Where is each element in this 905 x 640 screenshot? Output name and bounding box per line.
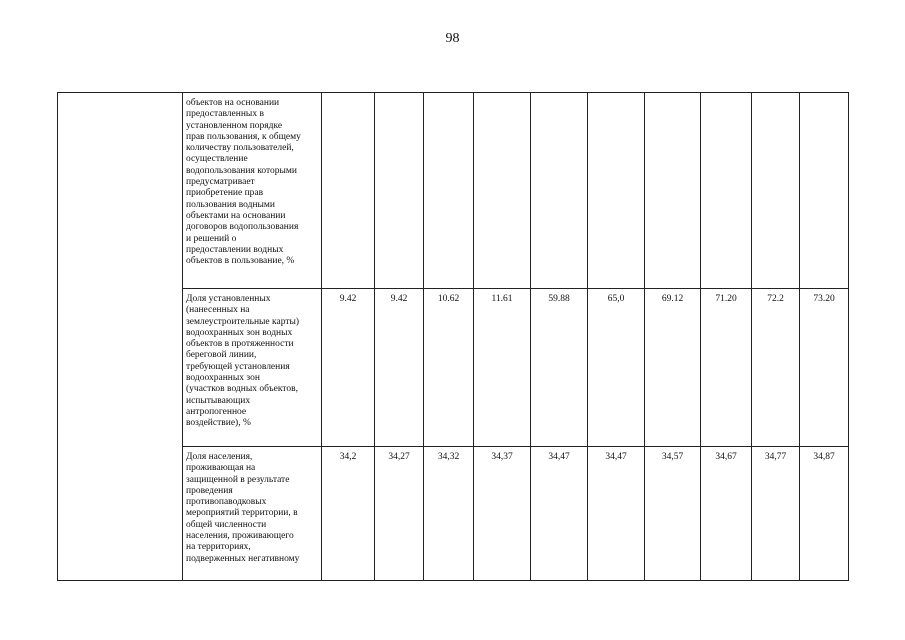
description-line: предусматривает bbox=[186, 177, 255, 188]
description-line: воздействие), % bbox=[186, 418, 251, 429]
value-cell: 34,37 bbox=[474, 447, 531, 581]
description-line: пользования водными bbox=[186, 199, 276, 210]
description-line: осуществление bbox=[186, 154, 248, 165]
description-line: установленном порядке bbox=[186, 120, 283, 131]
value-cell bbox=[322, 93, 375, 289]
description-line: проведения bbox=[186, 485, 233, 496]
description-line: испытывающих bbox=[186, 395, 251, 406]
merged-index-cell bbox=[58, 93, 183, 581]
value-cell: 34,87 bbox=[800, 447, 849, 581]
value-cell: 34,47 bbox=[588, 447, 645, 581]
description-line: требующей установления bbox=[186, 361, 290, 372]
description-line: (участков водных объектов, bbox=[186, 384, 298, 395]
indicator-description-cell bbox=[183, 289, 322, 447]
value-cell: 10.62 bbox=[424, 289, 474, 447]
description-line: объектами на основании bbox=[186, 210, 286, 221]
value-cell: 73.20 bbox=[800, 289, 849, 447]
description-line: Доля установленных bbox=[186, 294, 271, 304]
value-cell: 34,32 bbox=[424, 447, 474, 581]
description-line: и решений о bbox=[186, 233, 237, 244]
page-number: 98 bbox=[445, 31, 460, 46]
table-row bbox=[58, 93, 849, 289]
indicator-description-cell bbox=[183, 93, 322, 289]
description-line: населения, проживающего bbox=[186, 531, 294, 542]
description-line: проживающая на bbox=[186, 463, 256, 474]
value-cell: 34,57 bbox=[645, 447, 701, 581]
value-cell: 34,77 bbox=[752, 447, 800, 581]
value-cell: 9.42 bbox=[375, 289, 424, 447]
description-line: предоставлении водных bbox=[186, 244, 284, 255]
description-line: мероприятий территории, в bbox=[186, 508, 298, 519]
value-cell: 72.2 bbox=[752, 289, 800, 447]
description-line: прав пользования, к общему bbox=[186, 131, 301, 142]
value-cell: 11.61 bbox=[474, 289, 531, 447]
description-line: договоров водопользования bbox=[186, 222, 299, 233]
description-line: подверженных негативному bbox=[186, 553, 300, 564]
value-cell bbox=[588, 93, 645, 289]
value-cell bbox=[424, 93, 474, 289]
description-line: антропогенное bbox=[186, 406, 247, 417]
value-cell: 69.12 bbox=[645, 289, 701, 447]
indicator-description-cell bbox=[183, 447, 322, 581]
value-cell bbox=[645, 93, 701, 289]
value-cell bbox=[375, 93, 424, 289]
description-line: водопользования которыми bbox=[186, 165, 297, 176]
description-line: Доля населения, bbox=[186, 452, 253, 462]
description-line: предоставленных в bbox=[186, 109, 264, 120]
description-line: приобретение прав bbox=[186, 188, 264, 199]
description-line: противопаводковых bbox=[186, 497, 267, 508]
value-cell bbox=[701, 93, 752, 289]
description-line: объектов в пользование, % bbox=[186, 256, 295, 267]
value-cell bbox=[474, 93, 531, 289]
value-cell: 34,47 bbox=[531, 447, 588, 581]
description-line: защищенной в результате bbox=[186, 474, 290, 485]
description-line: землеустроительные карты) bbox=[186, 316, 300, 327]
value-cell: 34,67 bbox=[701, 447, 752, 581]
description-line: объектов на основании bbox=[186, 98, 280, 108]
value-cell: 9.42 bbox=[322, 289, 375, 447]
description-line: (нанесенных на bbox=[186, 305, 250, 316]
value-cell: 65,0 bbox=[588, 289, 645, 447]
value-cell: 59.88 bbox=[531, 289, 588, 447]
value-cell: 34,27 bbox=[375, 447, 424, 581]
description-line: на территориях, bbox=[186, 542, 251, 553]
description-line: общей численности bbox=[186, 519, 267, 530]
value-cell bbox=[752, 93, 800, 289]
table-body bbox=[58, 93, 849, 581]
description-line: береговой линии, bbox=[186, 350, 257, 361]
description-line: количеству пользователей, bbox=[186, 143, 294, 154]
description-line: водоохранных зон водных bbox=[186, 327, 293, 338]
description-line: водоохранных зон bbox=[186, 373, 260, 384]
indicators-table bbox=[57, 92, 849, 581]
value-cell bbox=[531, 93, 588, 289]
value-cell bbox=[800, 93, 849, 289]
value-cell: 71.20 bbox=[701, 289, 752, 447]
description-line: объектов в протяженности bbox=[186, 339, 294, 350]
value-cell: 34,2 bbox=[322, 447, 375, 581]
